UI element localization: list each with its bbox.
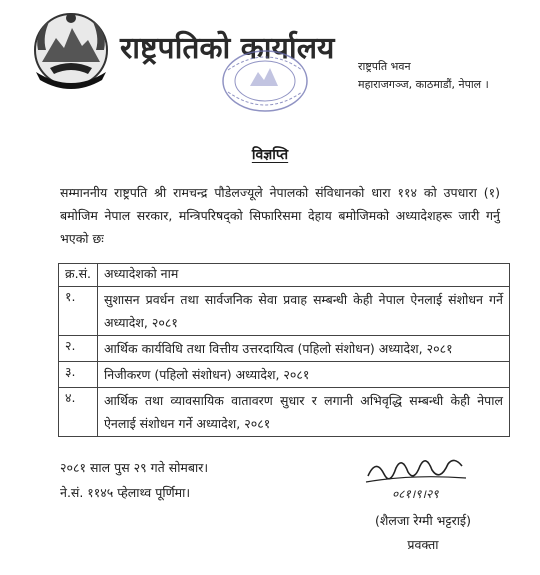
table-row: [59, 362, 510, 388]
issue-date: २०८१ साल पुस २९ गते सोमबार।: [60, 460, 209, 475]
row-ordinance-name: आर्थिक तथा व्यावसायिक वातावरण सुधार र लगानी अभिवृद्धि सम्बन्धी केही नेपाल ऐनलाई संशोधन गर्ने अध्यादेश, २०८१: [98, 388, 510, 437]
spokesperson-name: (शैलजा रेग्मी भट्टराई): [375, 513, 471, 528]
row-serial: ४.: [59, 388, 98, 437]
office-seal-icon: [220, 48, 310, 114]
nepal-emblem-icon: [28, 10, 114, 90]
notice-intro: सम्माननीय राष्ट्रपति श्री रामचन्द्र पौडेलज्यूले नेपालको संविधानको धारा ११४ को उपधारा (१) बमोजिम नेपाल सरकार, मन्त्रिपरिषद्को सिफारिसमा देहाय बमोजिमको अध्यादेशहरू जारी गर्नु भएको छः: [60, 185, 500, 246]
handwritten-signature-icon: [362, 452, 472, 504]
address-line-2: महाराजगञ्ज, काठमाडौं, नेपाल ।: [358, 78, 489, 91]
nepal-sambat-date: ने.सं. ११४५ प्हेलाथ्व पूर्णिमा।: [60, 485, 191, 500]
table-row: [59, 388, 510, 437]
office-title: राष्ट्रपतिको कार्यालय: [120, 31, 335, 66]
header-serial: क्र.सं.: [59, 264, 98, 287]
office-address: [358, 58, 489, 94]
header-ordinance-name: अध्यादेशको नाम: [98, 264, 510, 287]
row-ordinance-name: सुशासन प्रवर्धन तथा सार्वजनिक सेवा प्रवाह सम्बन्धी केही नेपाल ऐनलाई संशोधन गर्ने अध्यादेश, २०८१: [98, 287, 510, 336]
row-serial: १.: [59, 287, 98, 336]
row-serial: २.: [59, 336, 98, 362]
signature-date: ०८१।९।२९: [392, 487, 439, 501]
address-line-1: राष्ट्रपति भवन: [358, 60, 411, 73]
table-row: [59, 336, 510, 362]
notice-title-text: विज्ञप्ति: [251, 147, 289, 163]
notice-title: [0, 145, 540, 164]
spokesperson-role: प्रवक्ता: [407, 537, 439, 552]
table-header-row: [59, 264, 510, 287]
table-row: [59, 287, 510, 336]
ordinance-table: [58, 263, 510, 437]
row-ordinance-name: आर्थिक कार्यविधि तथा वित्तीय उत्तरदायित्व (पहिलो संशोधन) अध्यादेश, २०८१: [98, 336, 510, 362]
row-serial: ३.: [59, 362, 98, 388]
row-ordinance-name: निजीकरण (पहिलो संशोधन) अध्यादेश, २०८१: [98, 362, 510, 388]
